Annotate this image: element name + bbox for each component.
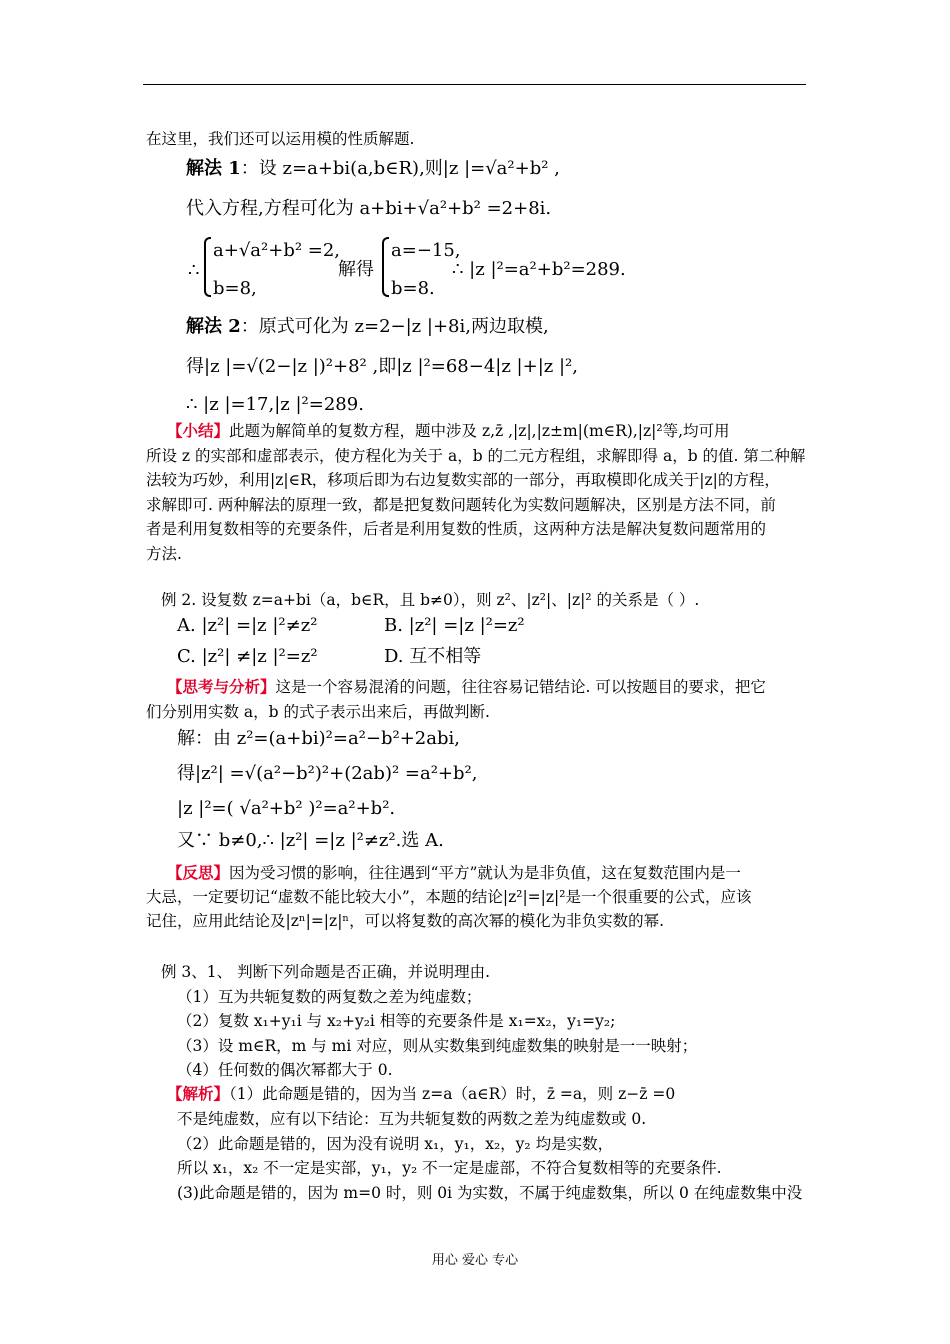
method1-line1: 解法 1：设 z=a+bi(a,b∈R),则|z |=√a²+b² , [186, 158, 560, 179]
system2-eq1: a=−15, [391, 240, 461, 261]
method1-label: 解法 1 [186, 158, 241, 179]
summary-line-1: 【小结】此题为解简单的复数方程，题中涉及 z,z̄ ,|z|,|z±m|(m∈R),|z|²等,均可用 [167, 421, 730, 440]
solution-line-3: |z |²=( √a²+b² )²=a²+b². [177, 798, 396, 819]
method1-line2: 代入方程,方程可化为 a+bi+√a²+b² =2+8i. [186, 198, 552, 219]
system2-eq2: b=8. [391, 278, 435, 299]
example3-item-2: （2）复数 x₁+y₁i 与 x₂+y₂i 相等的充要条件是 x₁=x₂，y₁=y₂; [177, 1012, 616, 1030]
example3-item-1: （1）互为共轭复数的两复数之差为纯虚数； [177, 988, 482, 1006]
example3-item-4: （4）任何数的偶次幂都大于 0. [177, 1061, 393, 1079]
analysis-line-4: 所以 x₁，x₂ 不一定是实部，y₁，y₂ 不一定是虚部，不符合复数相等的充要条件. [177, 1159, 722, 1177]
page-footer: 用心 爱心 专心 [431, 1253, 519, 1268]
example3-item-3: （3）设 m∈R，m 与 mi 对应，则从实数集到纯虚数集的映射是一一映射； [177, 1037, 698, 1055]
right-brace [382, 237, 389, 297]
analysis-tag: 【解析】 [167, 1084, 230, 1103]
solution-line-1: 解：由 z²=(a+bi)²=a²−b²+2abi, [177, 728, 460, 749]
reflect-line-2: 大忌，一定要切记“虚数不能比较大小”，本题的结论|z²|=|z|²是一个很重要的公式，应该 [146, 888, 752, 906]
method2-line1: 解法 2：原式可化为 z=2−|z |+8i,两边取模, [186, 316, 549, 337]
reflect-line-1: 【反思】因为受习惯的影响，往往遇到“平方”就认为是非负值，这在复数范围内是一 [167, 863, 741, 882]
summary-line-4: 求解即可. 两种解法的原理一致，都是把复数问题转化为实数问题解决，区别是方法不同，前 [146, 496, 776, 514]
header-rule [143, 84, 806, 85]
summary-line-2: 所设 z 的实部和虚部表示，使方程化为关于 a，b 的二元方程组，求解即得 a，b 的值. 第二种解 [146, 447, 806, 465]
method1-result: ∴ |z |²=a²+b²=289. [452, 259, 626, 280]
example3-stem: 例 3、1、 判断下列命题是否正确，并说明理由. [161, 963, 491, 981]
analysis-line-3: （2）此命题是错的，因为没有说明 x₁，y₁，x₂，y₂ 均是实数， [177, 1135, 614, 1153]
summary-line-6: 方法. [146, 545, 182, 563]
method2-line3: ∴ |z |=17,|z |²=289. [186, 394, 364, 415]
summary-tag: 【小结】 [167, 421, 230, 440]
reflect-tag: 【反思】 [167, 863, 230, 882]
option-d: D. 互不相等 [384, 646, 482, 667]
example2-stem: 例 2. 设复数 z=a+bi（a，b∈R，且 b≠0），则 z²、|z²|、|z|² 的关系是（ ）. [161, 591, 700, 609]
summary-line-3: 法较为巧妙，利用|z|∈R，移项后即为右边复数实部的一部分，再取模即化成关于|z|的方程， [146, 471, 780, 489]
summary-line-5: 者是利用复数相等的充要条件，后者是利用复数的性质，这两种方法是解决复数问题常用的 [146, 520, 767, 538]
solution-line-2: 得|z²| =√(a²−b²)²+(2ab)² =a²+b², [177, 763, 478, 784]
solve-word: 解得 [338, 259, 374, 280]
system1-eq2: b=8, [213, 278, 257, 299]
analysis-line-5: (3)此命题是错的，因为 m=0 时，则 0i 为实数，不属于纯虚数集，所以 0 在纯虚数集中没 [177, 1184, 803, 1202]
think-tag: 【思考与分析】 [167, 677, 276, 696]
option-c: C. |z²| ≠|z |²=z² [177, 646, 318, 667]
intro-text: 在这里，我们还可以运用模的性质解题. [146, 130, 415, 148]
method2-label: 解法 2 [186, 316, 241, 337]
solution-line-4: 又∵ b≠0,∴ |z²| =|z |²≠z².选 A. [177, 830, 444, 851]
analysis-line-1: 【解析】（1）此命题是错的，因为当 z=a（a∈R）时，z̄ =a，则 z−z̄ =0 [167, 1084, 676, 1103]
option-a: A. |z²| =|z |²≠z² [177, 615, 318, 636]
system1-eq1: a+√a²+b² =2, [213, 240, 341, 261]
left-brace [204, 237, 211, 297]
think-line-2: 们分别用实数 a，b 的式子表示出来后，再做判断. [146, 703, 490, 721]
therefore-symbol: ∴ [188, 260, 200, 281]
reflect-line-3: 记住，应用此结论及|zⁿ|=|z|ⁿ，可以将复数的高次幂的模化为非负实数的幂. [146, 912, 665, 930]
method2-line2: 得|z |=√(2−|z |)²+8² ,即|z |²=68−4|z |+|z |², [186, 356, 578, 377]
think-line-1: 【思考与分析】这是一个容易混淆的问题，往往容易记错结论. 可以按题目的要求，把它 [167, 677, 766, 696]
option-b: B. |z²| =|z |²=z² [384, 615, 525, 636]
analysis-line-2: 不是纯虚数，应有以下结论：互为共轭复数的两数之差为纯虚数或 0. [177, 1110, 647, 1128]
